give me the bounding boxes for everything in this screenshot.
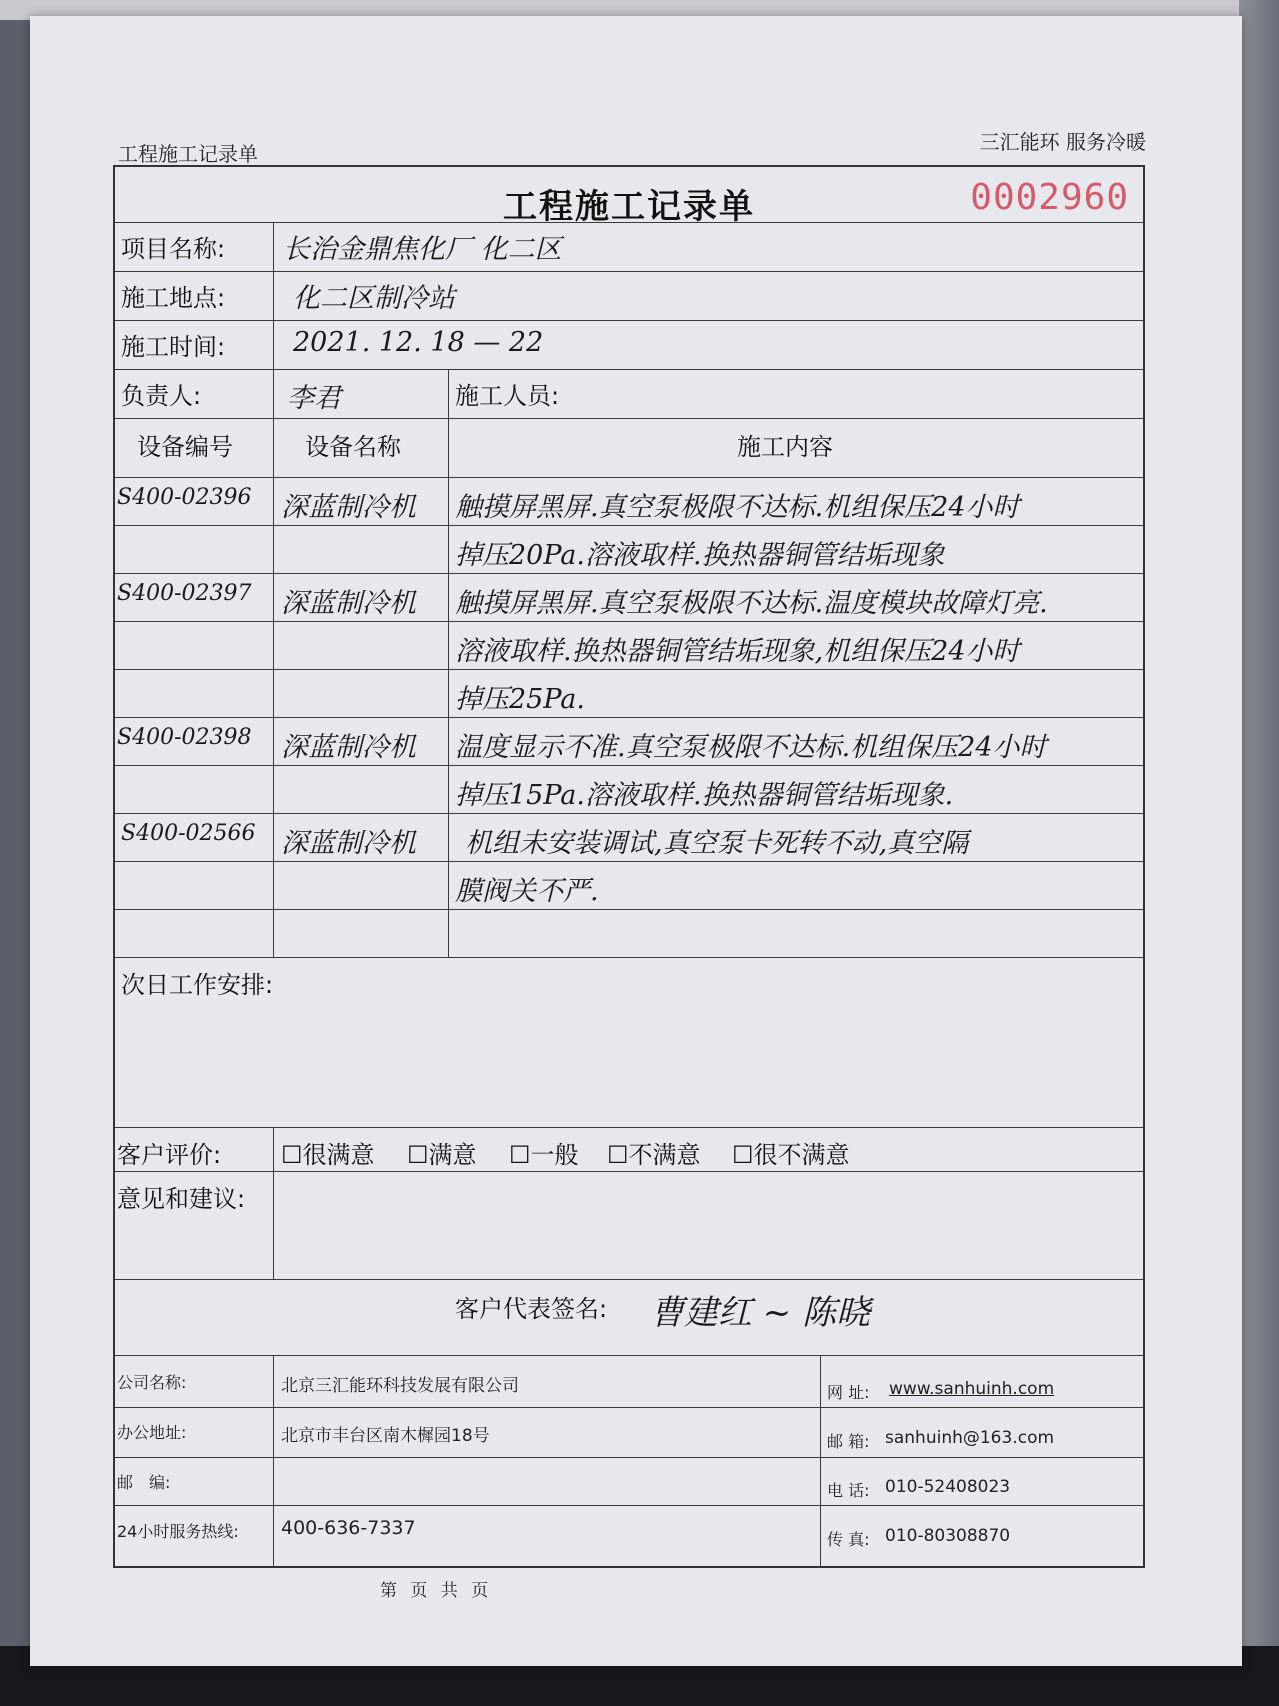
time-label: 施工时间:	[121, 333, 226, 361]
phone-label: 电 话:	[827, 1481, 870, 1500]
header-device-name: 设备名称	[305, 433, 401, 461]
next-day-label: 次日工作安排:	[121, 971, 274, 999]
hotline-value: 400-636-7337	[281, 1517, 416, 1539]
zip-label: 邮 编:	[117, 1473, 171, 1492]
row2-line2: 溶液取样.换热器铜管结垢现象,机组保压24小时	[455, 636, 1020, 667]
eval-option-label: 满意	[428, 1141, 477, 1169]
row3-line1: 温度显示不准.真空泵极限不达标.机组保压24小时	[455, 732, 1047, 763]
manager-label: 负责人:	[121, 382, 202, 410]
row4-device-name: 深蓝制冷机	[281, 828, 416, 859]
eval-option-very-unsatisfied[interactable]: ☐很不满意	[732, 1141, 850, 1169]
row4-line1: 机组未安装调试,真空泵卡死转不动,真空隔	[465, 828, 969, 859]
header-device-id: 设备编号	[137, 433, 233, 461]
record-form	[113, 165, 1145, 1568]
row4-device-id: S400-02566	[121, 821, 256, 846]
company-name-value: 北京三汇能环科技发展有限公司	[281, 1376, 519, 1396]
row3-device-name: 深蓝制冷机	[281, 732, 416, 763]
header-left-title: 工程施工记录单	[118, 142, 258, 166]
company-name-label: 公司名称:	[117, 1373, 187, 1392]
fax-label: 传 真:	[827, 1530, 870, 1549]
eval-option-label: 一般	[530, 1141, 579, 1169]
eval-option-label: 很不满意	[753, 1141, 850, 1169]
web-link[interactable]: www.sanhuinh.com	[889, 1379, 1055, 1399]
suggestion-label: 意见和建议:	[117, 1185, 246, 1213]
evaluation-label: 客户评价:	[117, 1141, 222, 1169]
form-title: 工程施工记录单	[503, 187, 755, 227]
time-value: 2021. 12. 18 — 22	[293, 327, 544, 358]
web-label: 网 址:	[827, 1383, 870, 1402]
row2-device-id: S400-02397	[117, 581, 252, 606]
address-value: 北京市丰台区南木樨园18号	[281, 1426, 490, 1446]
row1-device-id: S400-02396	[117, 485, 252, 510]
hotline-label: 24小时服务热线:	[117, 1522, 239, 1541]
eval-option-very-satisfied[interactable]: ☐很满意	[281, 1141, 375, 1169]
row1-device-name: 深蓝制冷机	[281, 492, 416, 523]
row4-line2: 膜阀关不严.	[455, 876, 599, 907]
row2-line1: 触摸屏黑屏.真空泵极限不达标.温度模块故障灯亮.	[455, 588, 1048, 619]
eval-option-average[interactable]: ☐一般	[509, 1141, 579, 1169]
header-content: 施工内容	[737, 433, 833, 461]
eval-option-unsatisfied[interactable]: ☐不满意	[607, 1141, 701, 1169]
signature-label: 客户代表签名:	[455, 1295, 608, 1323]
row2-device-name: 深蓝制冷机	[281, 588, 416, 619]
email-label: 邮 箱:	[827, 1432, 870, 1451]
project-value: 长治金鼎焦化厂 化二区	[283, 234, 562, 265]
eval-option-label: 不满意	[628, 1141, 701, 1169]
header-brand: 三汇能环 服务冷暖	[979, 130, 1146, 154]
row3-line2: 掉压15Pa.溶液取样.换热器铜管结垢现象.	[455, 780, 954, 811]
row3-device-id: S400-02398	[117, 725, 252, 750]
signature-handwritten: 曹建红 ~ 陈晓	[650, 1293, 871, 1333]
phone-value: 010-52408023	[885, 1477, 1011, 1497]
row1-line2: 掉压20Pa.溶液取样.换热器铜管结垢现象	[455, 540, 945, 571]
row2-line3: 掉压25Pa.	[455, 684, 585, 715]
fax-value: 010-80308870	[885, 1526, 1011, 1546]
manager-value: 李君	[287, 383, 341, 414]
row1-line1: 触摸屏黑屏.真空泵极限不达标.机组保压24小时	[455, 492, 1020, 523]
workers-label: 施工人员:	[455, 382, 560, 410]
page-footer: 第 页 共 页	[380, 1581, 493, 1601]
site-value: 化二区制冷站	[293, 283, 455, 314]
project-label: 项目名称:	[121, 235, 226, 263]
site-label: 施工地点:	[121, 284, 226, 312]
address-label: 办公地址:	[117, 1423, 187, 1442]
eval-option-satisfied[interactable]: ☐满意	[407, 1141, 477, 1169]
email-value: sanhuinh@163.com	[885, 1428, 1055, 1448]
eval-option-label: 很满意	[302, 1141, 375, 1169]
serial-number: 0002960	[970, 177, 1129, 218]
background-right	[1239, 0, 1279, 1706]
